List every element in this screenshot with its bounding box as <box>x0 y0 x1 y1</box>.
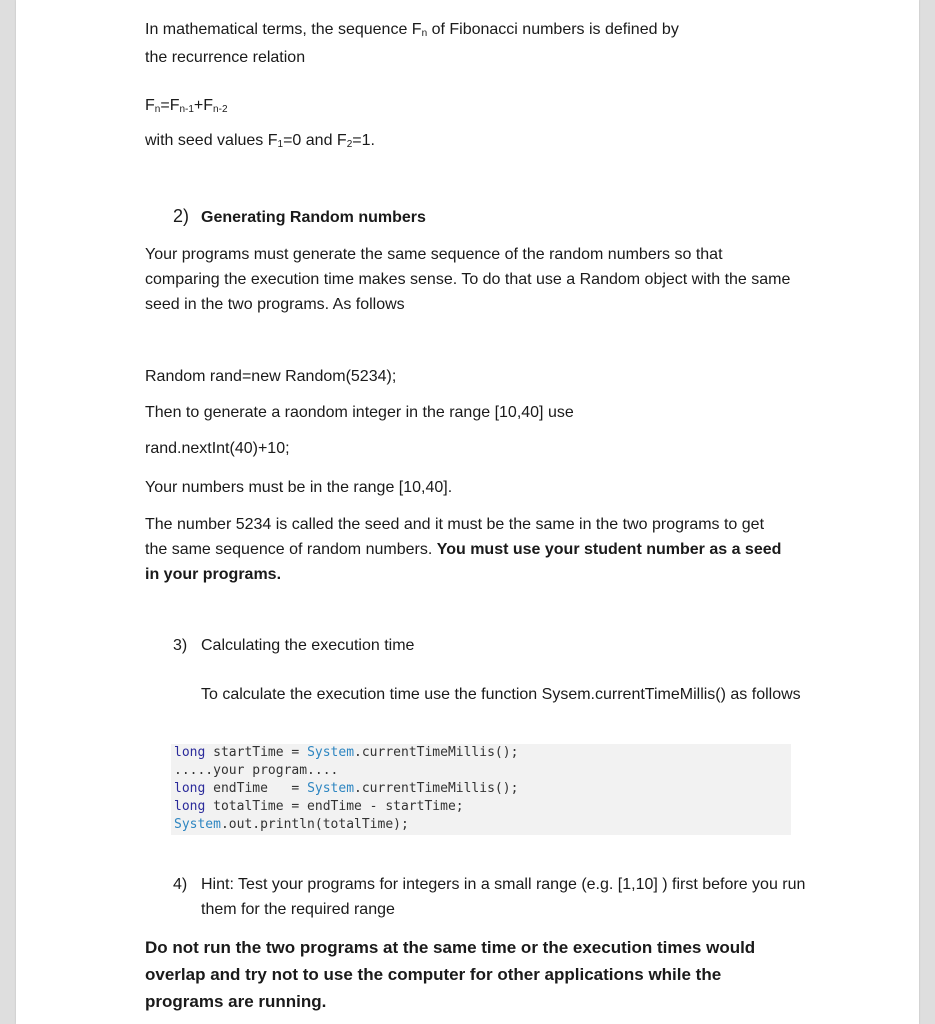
code-snippet <box>171 744 791 835</box>
formula-eq: =F <box>160 97 180 114</box>
code-text: endTime = <box>205 781 308 796</box>
seed-sub-2: 2 <box>346 139 353 150</box>
section-3-paragraph: To calculate the execution time use the function Sysem.currentTimeMillis() as follows <box>201 686 801 703</box>
code-line-5 <box>174 816 791 834</box>
formula-sub-n1: n-1 <box>179 104 194 115</box>
intro-line-1 <box>145 18 795 46</box>
code-text: totalTime = endTime - startTime; <box>205 799 464 814</box>
seed-sub-1: 1 <box>277 139 284 150</box>
intro-text-b: of Fibonacci numbers is defined by <box>427 21 679 38</box>
intro-line-2: the recurrence relation <box>145 49 306 66</box>
section-4-row <box>173 872 813 922</box>
formula-plus: +F <box>193 97 214 114</box>
next-int-code: rand.nextInt(40)+10; <box>145 440 290 457</box>
code-line-4 <box>174 798 791 816</box>
intro-text-a: In mathematical terms, the sequence F <box>145 21 422 38</box>
section-2-number: 2) <box>173 206 190 226</box>
formula-f: F <box>145 97 155 114</box>
code-line-1 <box>174 744 791 762</box>
section-4 <box>173 872 813 922</box>
section-3-number: 3) <box>173 637 188 654</box>
section-4-text: Hint: Test your programs for integers in a small range (e.g. [1,10] ) first before you run them for the required range <box>201 876 806 918</box>
section-3-heading <box>173 634 773 658</box>
code-keyword: long <box>174 781 206 796</box>
then-generate-text: Then to generate a raondom integer in the range [10,40] use <box>145 404 574 421</box>
seed-note-text: The number 5234 is called the seed and it must be the same in the two programs to get the same sequence of random numbers. <box>145 516 765 558</box>
seed-text-b: =0 and F <box>283 132 347 149</box>
code-class: System <box>174 817 221 832</box>
seed-note-bold: You must use your student number as a seed in your programs. <box>145 541 782 583</box>
section-2-paragraph: Your programs must generate the same sequence of the random numbers so that comparing the execution time makes sense. To do that use a Random object with the same seed in the two programs. As follows <box>145 246 791 313</box>
seed-text-a: with seed values F <box>145 132 278 149</box>
recurrence-formula <box>145 94 795 122</box>
section-4-number: 4) <box>173 876 188 893</box>
section-2-heading <box>173 204 773 230</box>
seed-values <box>145 129 795 157</box>
formula-sub-n2: n-2 <box>213 104 228 115</box>
code-keyword: long <box>174 745 206 760</box>
section-3-title: Calculating the execution time <box>201 637 415 654</box>
code-text: startTime = <box>205 745 308 760</box>
warning-paragraph: Do not run the two programs at the same time or the execution times would overlap and try not to use the computer for other applications while the programs are running. <box>145 938 756 1011</box>
code-text: .currentTimeMillis(); <box>354 781 519 796</box>
intro-paragraph <box>145 18 795 70</box>
seed-text-c: =1. <box>352 132 375 149</box>
seed-note-paragraph <box>145 512 785 587</box>
code-line-2: .....your program.... <box>174 763 339 778</box>
code-class: System <box>307 781 355 796</box>
formula-sub-n: n <box>154 104 161 115</box>
range-note: Your numbers must be in the range [10,40]. <box>145 479 453 496</box>
document-page <box>16 0 919 1024</box>
random-declaration: Random rand=new Random(5234); <box>145 368 397 385</box>
code-text: .out.println(totalTime); <box>220 817 409 832</box>
code-line-3 <box>174 780 791 798</box>
code-class: System <box>307 745 355 760</box>
code-keyword: long <box>174 799 206 814</box>
section-2-title: Generating Random numbers <box>201 209 426 226</box>
code-text: .currentTimeMillis(); <box>354 745 519 760</box>
intro-subscript: n <box>421 28 428 39</box>
